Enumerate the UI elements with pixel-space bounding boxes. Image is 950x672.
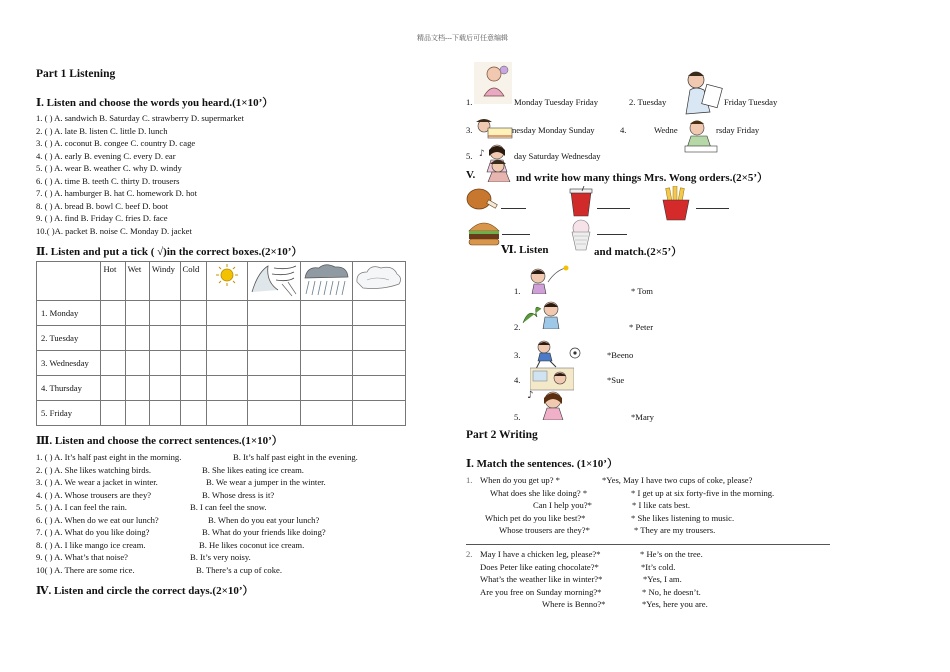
table-corner — [37, 262, 101, 301]
list-item: 4. ( ) A. early B. evening C. every D. ear — [36, 150, 176, 161]
answer-blank[interactable] — [597, 208, 630, 209]
circle-row2-days3: rsday Friday — [716, 125, 760, 135]
section5-number: V. — [466, 169, 476, 181]
circle-row2-days: nesday Monday Sunday — [512, 125, 595, 135]
list-item-a: 2. ( ) A. She likes watching birds. — [36, 464, 152, 475]
answer-blank[interactable] — [501, 208, 526, 209]
weather-table — [36, 261, 406, 426]
child-with-flower-picture — [522, 264, 570, 299]
answer: * He’s on the tree. — [640, 549, 703, 559]
circle-row3-num: 5. — [466, 151, 473, 161]
section1-title: Ⅰ. Listen and choose the words you heard.(1×10’） — [36, 97, 274, 109]
list-item: 6. ( ) A. time B. teeth C. thirty D. trousers — [36, 175, 180, 186]
circle-row1-num: 1. — [466, 97, 473, 107]
list-item-b: B. It’s very noisy. — [190, 552, 251, 562]
section6-title-b: and match.(2×5’） — [594, 246, 683, 258]
answer: *Yes, here you are. — [642, 599, 708, 609]
cloud-cell — [352, 262, 405, 301]
child-doll-picture — [474, 62, 512, 109]
circle-row2-days2: Wedne — [654, 125, 678, 135]
header-hot: Hot — [101, 262, 125, 301]
list-item: 3. ( ) A. coconut B. congee C. country D. cage — [36, 138, 196, 148]
question: Where is Benno?* — [542, 599, 606, 609]
boy-drawing-picture — [682, 68, 724, 121]
woman-picture — [476, 158, 514, 187]
snow-cloud-icon — [353, 262, 405, 298]
circle-row3-days: day Saturday Wednesday — [514, 151, 601, 161]
circle-row1-days: Monday Tuesday Friday — [514, 97, 599, 107]
list-item: 10.( )A. packet B. noise C. Monday D. jacket — [36, 225, 192, 236]
section2-title: Ⅱ. Listen and put a tick ( √)in the correct boxes.(2×10’） — [36, 246, 303, 258]
day-monday: 1. Monday — [37, 301, 101, 326]
answer: *Yes, I am. — [643, 574, 682, 584]
question: Does Peter like eating chocolate?* — [480, 561, 599, 572]
list-item-a: 3. ( ) A. We wear a jacket in winter. — [36, 477, 158, 487]
answer-blank[interactable] — [502, 234, 530, 235]
list-item: 2. ( ) A. late B. listen C. little D. lunch — [36, 125, 168, 136]
list-item-b: B. We wear a jumper in the winter. — [206, 477, 326, 487]
fries-picture — [657, 186, 695, 227]
list-item: 7. ( ) A. hamburger B. hat C. homework D. hot — [36, 188, 197, 198]
divider — [466, 544, 830, 545]
list-item-b: B. I can feel the snow. — [190, 502, 267, 512]
day-friday: 5. Friday — [37, 401, 101, 426]
ice-cream-picture — [566, 218, 596, 257]
day-wednesday: 3. Wednesday — [37, 351, 101, 376]
rain-cloud-icon — [301, 262, 352, 298]
list-item-a: 5. ( ) A. I can feel the rain. — [36, 502, 127, 512]
match-item-3-name: *Beeno — [607, 350, 634, 360]
list-item-b: B. He likes coconut ice cream. — [199, 539, 305, 550]
question: Which pet do you like best?* — [485, 512, 586, 523]
list-item-a: 7. ( ) A. What do you like doing? — [36, 527, 150, 537]
svg-text:♪: ♪ — [527, 390, 534, 401]
list-item: 5. ( ) A. wear B. weather C. why D. windy — [36, 163, 182, 173]
boy-writing-picture — [681, 118, 719, 159]
section4-title: Ⅳ. Listen and circle the correct days.(2×10’） — [36, 585, 254, 597]
list-item-b: B. It’s half past eight in the evening. — [233, 452, 358, 462]
rain-cell — [300, 262, 352, 301]
part2-section1-title: Ⅰ. Match the sentences. (1×10’） — [466, 458, 618, 470]
header-windy: Windy — [149, 262, 180, 301]
header-cold: Cold — [180, 262, 206, 301]
sun-cell — [206, 262, 247, 301]
child-with-plant-picture — [521, 299, 565, 334]
wind-cell — [247, 262, 300, 301]
sun-icon — [207, 262, 247, 298]
day-thursday: 4. Thursday — [37, 376, 101, 401]
list-item: 1. ( ) A. sandwich B. Saturday C. strawberry D. supermarket — [36, 113, 244, 123]
section5-title: ınd write how many things Mrs. Wong orders.(2×5’） — [516, 172, 769, 184]
answer: *It’s cold. — [641, 561, 676, 572]
match-item-1-name: * Tom — [631, 286, 653, 296]
answer: * They are my trousers. — [634, 525, 716, 535]
list-item-b: B. She likes eating ice cream. — [202, 464, 304, 475]
circle-row2-num: 3. — [466, 125, 473, 135]
list-item-a: 4. ( ) A. Whose trousers are they? — [36, 489, 152, 500]
wind-icon — [248, 262, 300, 298]
list-item-b: B. Whose dress is it? — [202, 489, 275, 500]
question: Can I help you?* — [533, 500, 592, 510]
header-wet: Wet — [125, 262, 149, 301]
match-item-3-num: 3. — [514, 350, 521, 360]
match-item-4-name: *Sue — [607, 375, 625, 385]
match-item-2-num: 2. — [514, 322, 521, 332]
question: What does she like doing? * — [490, 487, 588, 498]
question: What’s the weather like in winter?* — [480, 574, 603, 584]
part2-title: Part 2 Writing — [466, 429, 538, 441]
answer-blank[interactable] — [597, 234, 627, 235]
match-item-1-num: 1. — [514, 286, 521, 296]
list-item-a: 9. ( ) A. What’s that noise? — [36, 552, 128, 562]
list-item-a: 6. ( ) A. When do we eat our lunch? — [36, 514, 159, 525]
group1-number: 1. — [466, 475, 473, 485]
list-item-b: B. What do your friends like doing? — [202, 527, 326, 537]
list-item: 8. ( ) A. bread B. bowl C. beef D. boot — [36, 200, 168, 211]
section6-title-a: Ⅵ. Listen — [501, 244, 549, 256]
answer: * No, he doesn’t. — [642, 586, 701, 597]
match-item-4-num: 4. — [514, 375, 521, 385]
answer: * I like cats best. — [632, 500, 690, 510]
question: Are you free on Sunday morning?* — [480, 586, 602, 597]
list-item-a: 1. ( ) A. It’s half past eight in the morning. — [36, 452, 182, 462]
match-item-5-name: *Mary — [631, 412, 654, 422]
group2-number: 2. — [466, 549, 473, 559]
day-tuesday: 2. Tuesday — [37, 326, 101, 351]
list-item-b: B. When do you eat your lunch? — [208, 514, 320, 525]
circle-row1-num2: 2. Tuesday — [629, 97, 667, 107]
chicken-leg-picture — [465, 186, 501, 221]
section3-title: Ⅲ. Listen and choose the correct sentences.(1×10’） — [36, 435, 283, 447]
question: When do you get up? * — [480, 475, 560, 485]
match-item-5-num: 5. — [514, 412, 521, 422]
girl-singing-picture — [527, 386, 573, 425]
answer: *Yes, May I have two cups of coke, please? — [602, 475, 753, 485]
hamburger-picture — [466, 217, 502, 254]
circle-row1-days2: Friday Tuesday — [724, 97, 778, 107]
answer: * She likes listening to music. — [631, 512, 735, 523]
list-item-b: B. There’s a cup of coke. — [196, 564, 282, 575]
question: Whose trousers are they?* — [499, 525, 590, 535]
list-item-a: 8. ( ) A. I like mango ice cream. — [36, 539, 146, 550]
list-item: 9. ( ) A. find B. Friday C. fries D. face — [36, 213, 168, 223]
circle-row2-num2: 4. — [620, 125, 627, 135]
match-item-2-name: * Peter — [629, 322, 654, 332]
part1-title: Part 1 Listening — [36, 68, 116, 80]
page-header: 精品文档---下载后可任意编辑 — [417, 34, 508, 42]
answer: * I get up at six forty-five in the morning. — [631, 487, 775, 498]
question: May I have a chicken leg, please?* — [480, 549, 601, 559]
list-item-a: 10( ) A. There are some rice. — [36, 564, 135, 575]
svg-text:♪: ♪ — [479, 149, 485, 159]
answer-blank[interactable] — [696, 208, 729, 209]
